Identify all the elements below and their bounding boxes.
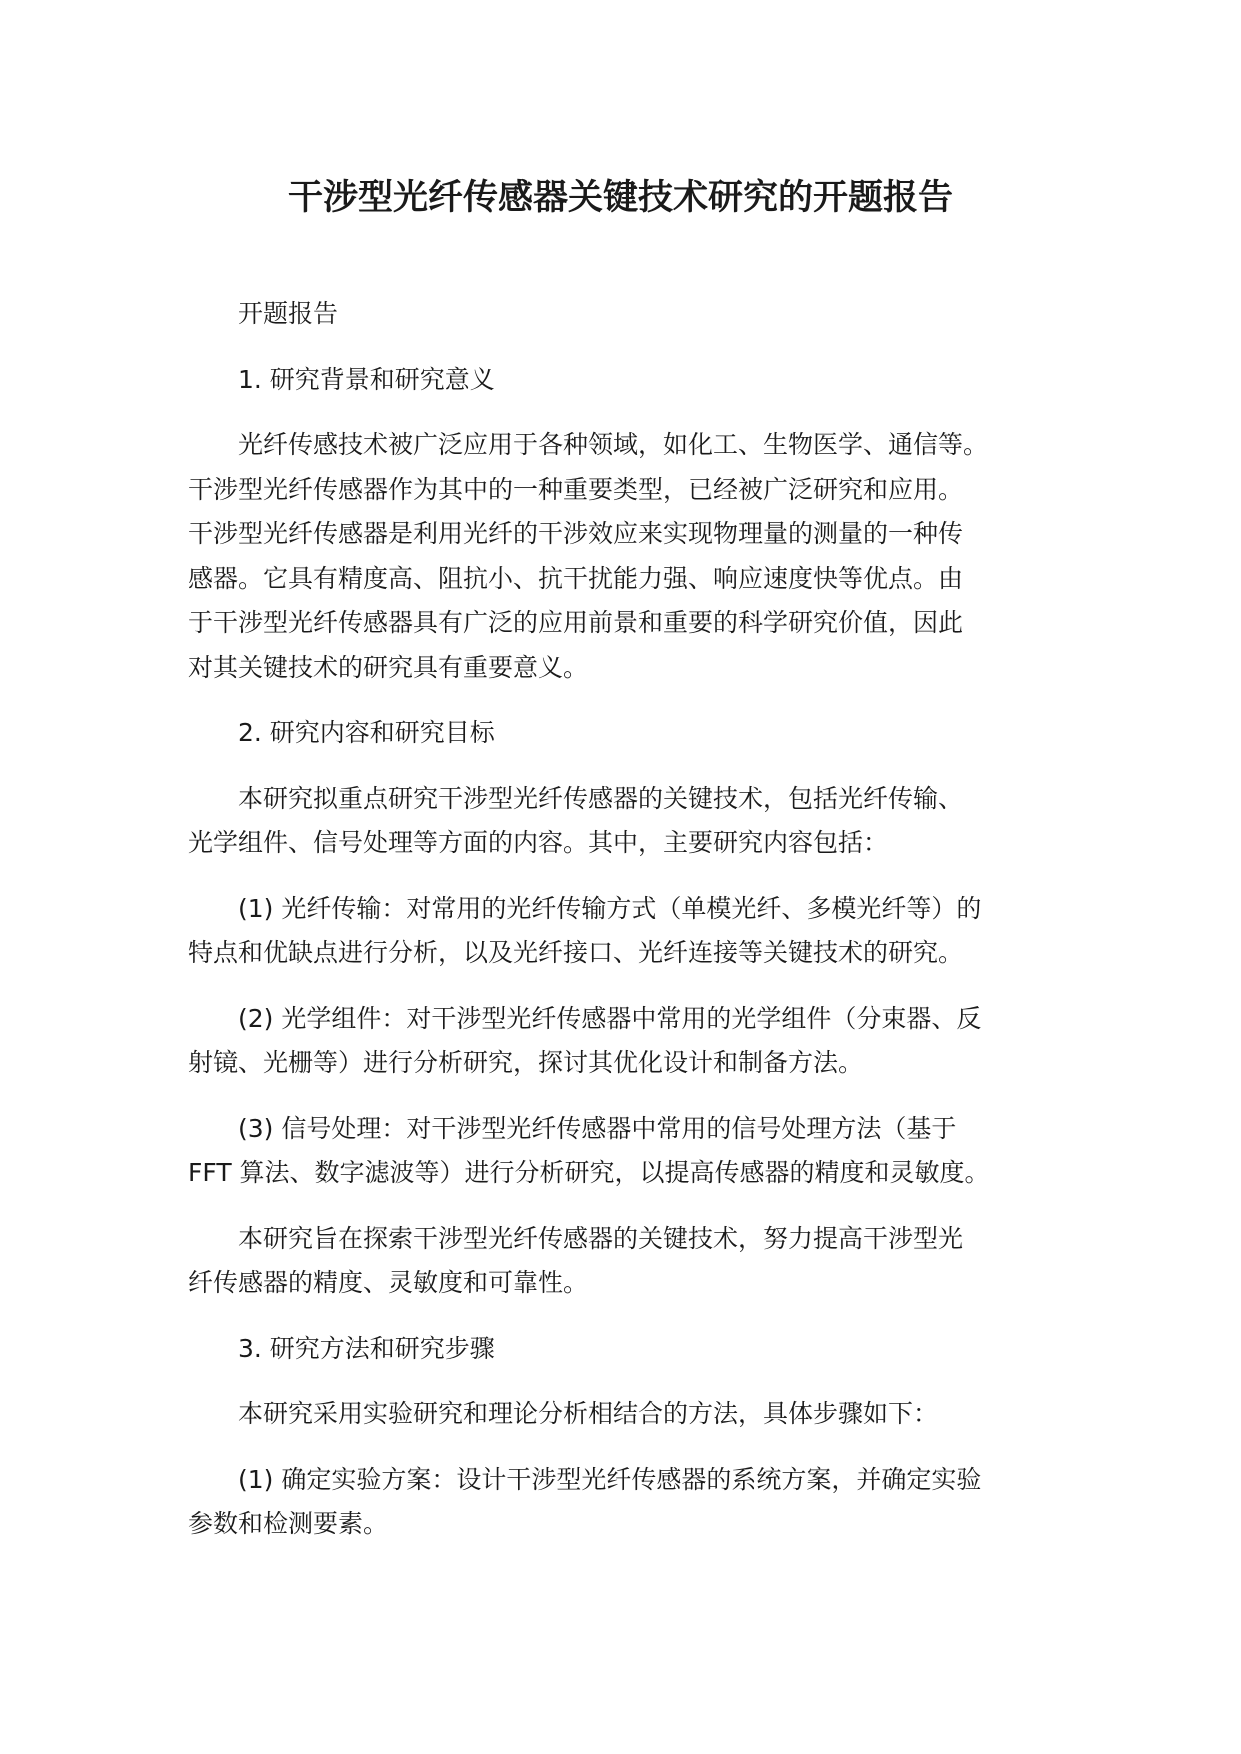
text-line: (1) 确定实验方案：设计干涉型光纤传感器的系统方案，并确定实验	[238, 1464, 982, 1494]
section-heading-1	[188, 358, 1056, 403]
text-line: 干涉型光纤传感器作为其中的一种重要类型，已经被广泛研究和应用。	[188, 474, 964, 504]
text-line: (2) 光学组件：对干涉型光纤传感器中常用的光学组件（分束器、反	[238, 1003, 982, 1033]
paragraph-step-1	[188, 1458, 1056, 1547]
section-heading-3	[188, 1327, 1056, 1372]
paragraph-method-intro	[188, 1392, 1056, 1437]
document-body	[188, 292, 1056, 1568]
paragraph-background	[188, 423, 1056, 690]
document-title: 干涉型光纤传感器关键技术研究的开题报告	[287, 178, 953, 218]
section-heading-2	[188, 711, 1056, 756]
text-line: 射镜、光栅等）进行分析研究，探讨其优化设计和制备方法。	[188, 1048, 864, 1077]
text-line: 本研究拟重点研究干涉型光纤传感器的关键技术，包括光纤传输、	[238, 783, 964, 813]
paragraph-item-optical-components	[188, 997, 1056, 1086]
text-line: 本研究旨在探索干涉型光纤传感器的关键技术，努力提高干涉型光	[238, 1223, 964, 1253]
text-line: 光纤传感技术被广泛应用于各种领域，如化工、生物医学、通信等。	[238, 430, 989, 459]
text-line: 开题报告	[238, 299, 339, 328]
text-line: (3) 信号处理：对干涉型光纤传感器中常用的信号处理方法（基于	[238, 1113, 957, 1143]
text-line: 特点和优缺点进行分析，以及光纤接口、光纤连接等关键技术的研究。	[188, 938, 964, 967]
text-line: 本研究采用实验研究和理论分析相结合的方法，具体步骤如下：	[238, 1399, 939, 1428]
text-line: 参数和检测要素。	[188, 1509, 389, 1538]
paragraph-item-signal-processing	[188, 1107, 1056, 1196]
paragraph-content-intro	[188, 777, 1056, 866]
text-line: 1. 研究背景和研究意义	[238, 364, 495, 394]
paragraph-item-fiber-transmission	[188, 887, 1056, 976]
text-line: 光学组件、信号处理等方面的内容。其中，主要研究内容包括：	[188, 828, 889, 857]
text-line: 纤传感器的精度、灵敏度和可靠性。	[188, 1268, 589, 1297]
text-line: 干涉型光纤传感器是利用光纤的干涉效应来实现物理量的测量的一种传	[188, 519, 964, 548]
paragraph-research-goal	[188, 1217, 1056, 1306]
text-line: 感器。它具有精度高、阻抗小、抗干扰能力强、响应速度快等优点。由	[188, 563, 964, 593]
text-line: FFT 算法、数字滤波等）进行分析研究，以提高传感器的精度和灵敏度。	[188, 1158, 990, 1187]
text-line: 2. 研究内容和研究目标	[238, 718, 495, 747]
paragraph-heading-report	[188, 292, 1056, 337]
text-line: 于干涉型光纤传感器具有广泛的应用前景和重要的科学研究价值，因此	[188, 608, 964, 637]
text-line: 对其关键技术的研究具有重要意义。	[188, 652, 589, 682]
text-line: (1) 光纤传输：对常用的光纤传输方式（单模光纤、多模光纤等）的	[238, 893, 982, 923]
text-line: 3. 研究方法和研究步骤	[238, 1333, 495, 1363]
